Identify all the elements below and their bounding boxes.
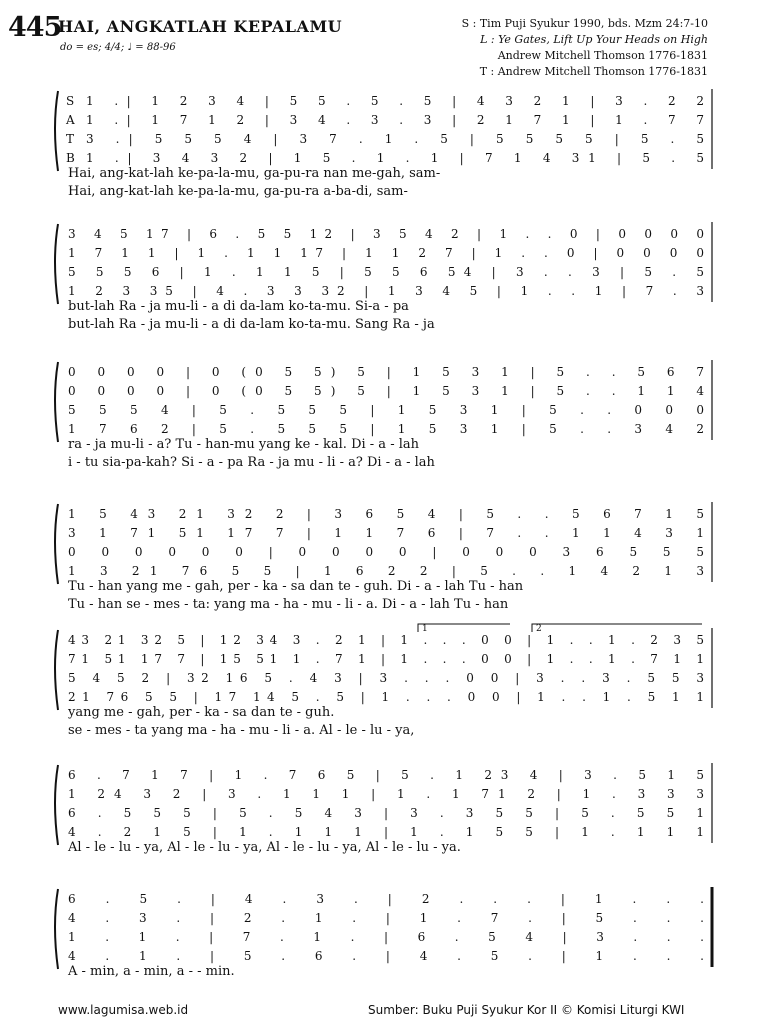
credit-tune: L : Ye Gates, Lift Up Your Heads on High [480,33,708,46]
system-brace [55,224,58,304]
notation-row: 4 . 2 1 5 | 1 . 1 1 1 | 1 . 1 5 5 | 1 . 1 1 1 [68,825,705,839]
notation-row: 0 0 0 0 | 0 (0 5 5) 5 | 1 5 3 1 | 5 . . 5 6 7 [68,365,704,379]
notation-row: 5 5 5 4 | 5 . 5 5 5 | 1 5 3 1 | 5 . . 0 0 0 [68,403,705,417]
voice-label: T [66,132,75,146]
notation-row: 43 21 32 5 | 12 34 3 . 2 1 | 1 . . . 0 0 | 1 . . 1 . 2 3 5 [68,633,704,647]
lyric-line: i - tu sia-pa-kah? Si - a - pa Ra - ja mu - li - a? Di - a - lah [68,455,435,470]
notation-row: 6 . 7 1 7 | 1 . 7 6 5 | 5 . 1 23 4 | 3 . 5 1 5 [68,768,705,782]
lyric-line: se - mes - ta yang ma - ha - mu - li - a. Al - le - lu - ya, [68,723,415,738]
lyric-line: Hai, ang-kat-lah ke-pa-la-mu, ga-pu-ra nan me-gah, sam- [68,166,441,181]
notation-row: 6 . 5 . | 4 . 3 . | 2 . . . | 1 . . . [68,892,704,906]
notation-row: 5 5 5 6 | 1 . 1 1 5 | 5 5 6 54 | 3 . . 3 | 5 . 5 [68,265,704,279]
lyric-line: Tu - han yang me - gah, per - ka - sa dan te - guh. Di - a - lah Tu - han [68,579,524,594]
system-brace [55,765,58,845]
notation-row: 1 .| 3 4 3 2 | 1 5 . 1 . 1 | 7 1 4 31 | 5 . 5 [86,151,705,165]
lyric-line: but-lah Ra - ja mu-li - a di da-lam ko-ta-mu. Sang Ra - ja [68,317,435,332]
credit-source: S : Tim Puji Syukur 1990, bds. Mzm 24:7-10 [461,17,708,30]
lyric-line: yang me - gah, per - ka - sa dan te - guh. [68,705,335,720]
credit-composer: Andrew Mitchell Thomson 1776-1831 [497,49,708,62]
notation-row: 1 3 21 76 5 5 | 1 6 2 2 | 5 . . 1 4 2 1 3 [68,564,704,578]
notation-row: 5 4 5 2 | 32 16 5 . 4 3 | 3 . . . 0 0 | 3 . . 3 . 5 5 3 [68,671,705,685]
voice-label: B [66,151,75,165]
voice-label: S [66,94,75,108]
system-brace [55,362,58,442]
notation-row: 4 . 3 . | 2 . 1 . | 1 . 7 . | 5 . . . [68,911,704,925]
volta-bracket [532,624,702,632]
notation-row: 0 0 0 0 0 0 | 0 0 0 0 | 0 0 0 3 6 5 5 5 [68,545,704,559]
notation-row: 0 0 0 0 | 0 (0 5 5) 5 | 1 5 3 1 | 5 . . 1 1 4 [68,384,704,398]
notation-row: 1 24 3 2 | 3 . 1 1 1 | 1 . 1 71 2 | 1 . 3 3 3 [68,787,704,801]
system-brace [55,504,58,584]
notation-row: 1 7 6 2 | 5 . 5 5 5 | 1 5 3 1 | 5 . . 3 4 2 [68,422,705,436]
footer-source: Sumber: Buku Puji Syukur Kor II © Komisi Liturgi KWI [368,1003,685,1017]
system-brace [55,91,58,171]
volta-bracket [418,624,510,632]
notation-row: 6 . 5 5 5 | 5 . 5 4 3 | 3 . 3 5 5 | 5 . 5 5 1 [68,806,705,820]
voice-label: A [66,113,75,127]
notation-row: 1 2 3 35 | 4 . 3 3 32 | 1 3 4 5 | 1 . . 1 | 7 . 3 [68,284,704,298]
notation-row: 3 .| 5 5 5 4 | 3 7 . 1 . 5 | 5 5 5 5 | 5 . 5 [86,132,704,146]
notation-row: 21 76 5 5 | 17 14 5 . 5 | 1 . . . 0 0 | 1 . . 1 . 5 1 1 [68,690,704,704]
hymn-number: 445 [8,12,62,43]
notation-row: 1 5 43 21 32 2 | 3 6 5 4 | 5 . . 5 6 7 1 5 [68,507,704,521]
notation-row: 3 4 5 17 | 6 . 5 5 12 | 3 5 4 2 | 1 . . 0 | 0 0 0 0 [68,227,705,241]
volta-label: 1 [422,624,428,634]
hymn-title: HAI, ANGKATLAH KEPALAMU [58,17,343,36]
notation-row: 1 . 1 . | 7 . 1 . | 6 . 5 4 | 3 . . . [68,930,705,944]
system-brace [55,889,58,969]
volta-label: 2 [536,624,542,634]
key-signature-line: do = es; 4/4; ♩ = 88-96 [60,42,176,53]
lyric-line: ra - ja mu-li - a? Tu - han-mu yang ke - kal. Di - a - lah [68,437,419,452]
credit-text: T : Andrew Mitchell Thomson 1776-1831 [479,65,708,78]
notation-row: 4 . 1 . | 5 . 6 . | 4 . 5 . | 1 . . . [68,949,704,963]
notation-row: 71 51 17 7 | 15 51 1 . 7 1 | 1 . . . 0 0 | 1 . . 1 . 7 1 1 [68,652,704,666]
notation-row: 1 .| 1 2 3 4 | 5 5 . 5 . 5 | 4 3 2 1 | 3 . 2 2 [86,94,704,108]
system-brace [55,630,58,710]
lyric-line: Hai, ang-kat-lah ke-pa-la-mu, ga-pu-ra a-ba-di, sam- [68,184,408,199]
notation-row: 1 7 1 1 | 1 . 1 1 17 | 1 1 2 7 | 1 . . 0 | 0 0 0 0 [68,246,705,260]
footer-website: www.lagumisa.web.id [58,1003,189,1017]
lyric-line: Tu - han se - mes - ta: yang ma - ha - mu - li - a. Di - a - lah Tu - han [68,597,509,612]
lyric-line: but-lah Ra - ja mu-li - a di da-lam ko-ta-mu. Si-a - pa [68,299,409,314]
notation-row: 3 1 71 51 17 7 | 1 1 7 6 | 7 . . 1 1 4 3 1 [68,526,704,540]
lyric-line: Al - le - lu - ya, Al - le - lu - ya, Al - le - lu - ya, Al - le - lu - ya. [68,840,461,855]
notation-row: 1 .| 1 7 1 2 | 3 4 . 3 . 3 | 2 1 7 1 | 1 . 7 7 [86,113,704,127]
lyric-line: A - min, a - min, a - - min. [68,964,235,979]
